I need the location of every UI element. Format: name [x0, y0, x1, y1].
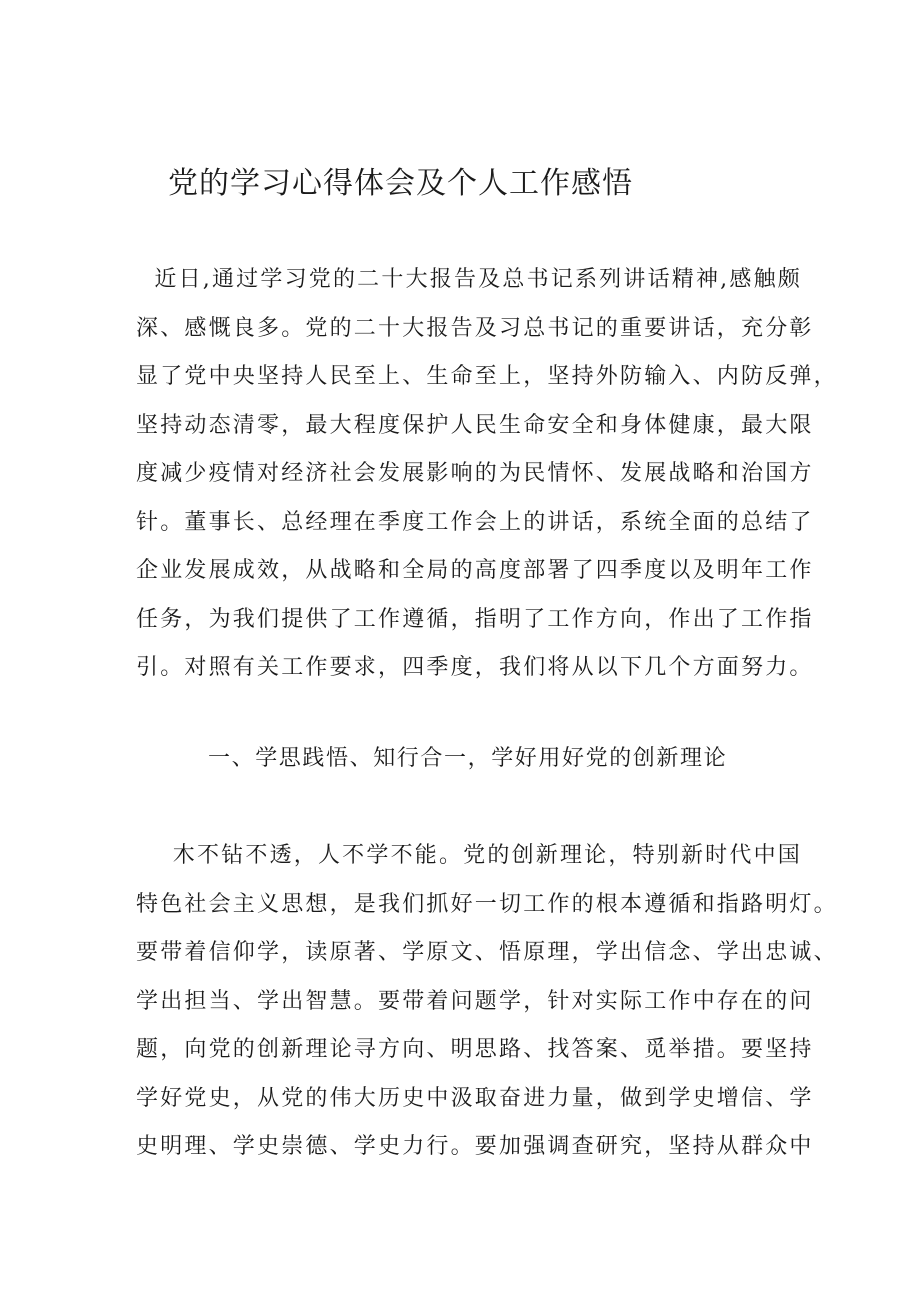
paragraph-line: 史明理、学史崇德、学史力行。要加强调查研究，坚持从群众中 [136, 1134, 814, 1159]
paragraph-line: 引。对照有关工作要求，四季度，我们将从以下几个方面努力。 [136, 655, 814, 680]
intro-paragraph [136, 256, 838, 693]
document-title: 党的学习心得体会及个人工作感悟 [168, 166, 633, 201]
paragraph-line: 特色社会主义思想，是我们抓好一切工作的根本遵循和指路明灯。 [136, 891, 838, 917]
paragraph-line: 题，向党的创新理论寻方向、明思路、找答案、觅举措。要坚持 [136, 1037, 814, 1062]
paragraph-line: 深、感慨良多。党的二十大报告及习总书记的重要讲话，充分彰 [136, 315, 814, 341]
paragraph-line: 近日,通过学习党的二十大报告及总书记系列讲话精神,感触颇 [136, 267, 802, 292]
paragraph-line: 针。董事长、总经理在季度工作会上的讲话，系统全面的总结了 [136, 509, 814, 535]
paragraph-line: 任务，为我们提供了工作遵循，指明了工作方向，作出了工作指 [136, 606, 814, 632]
paragraph-line: 显了党中央坚持人民至上、生命至上，坚持外防输入、内防反弹， [136, 364, 838, 389]
paragraph-line: 学出担当、学出智慧。要带着问题学，针对实际工作中存在的问 [136, 988, 814, 1014]
section-1-paragraph [136, 832, 838, 1172]
paragraph-line: 坚持动态清零，最大程度保护人民生命安全和身体健康，最大限 [136, 412, 814, 438]
paragraph-line: 企业发展成效，从战略和全局的高度部署了四季度以及明年工作 [136, 558, 814, 583]
paragraph-line: 度减少疫情对经济社会发展影响的为民情怀、发展战略和治国方 [136, 461, 814, 486]
paragraph-line: 学好党史，从党的伟大历史中汲取奋进力量，做到学史增信、学 [136, 1085, 814, 1111]
paragraph-line: 木不钻不透，人不学不能。党的创新理论，特别新时代中国 [136, 843, 802, 868]
section-heading: 一、学思践悟、知行合一，学好用好党的创新理论 [208, 746, 728, 771]
paragraph-line: 要带着信仰学，读原著、学原文、悟原理，学出信念、学出忠诚、 [136, 940, 838, 965]
